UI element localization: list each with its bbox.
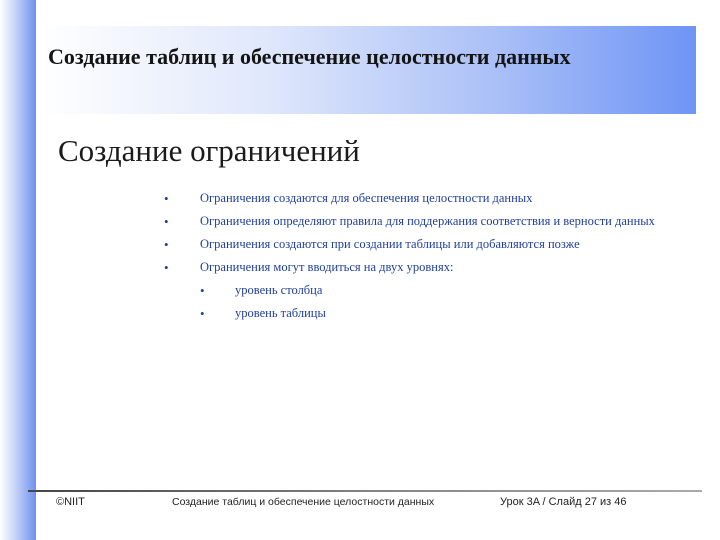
slide-title: Создание таблиц и обеспечение целостности данных <box>48 44 571 69</box>
bullet-text: уровень столбца <box>235 283 323 297</box>
bullet-dot-icon: • <box>164 260 169 275</box>
sub-bullet-item <box>160 282 670 299</box>
bullet-text: Ограничения создаются при создании таблицы или добавляются позже <box>200 237 580 251</box>
bullet-list <box>160 190 670 328</box>
title-band <box>40 26 696 114</box>
bullet-item <box>160 259 670 276</box>
bullet-dot-icon: • <box>164 237 169 252</box>
bullet-item <box>160 236 670 253</box>
bullet-dot-icon: • <box>164 214 169 229</box>
left-decorative-bar <box>0 0 36 540</box>
footer-copyright: ©NIIT <box>56 496 85 508</box>
slide-subtitle: Создание ограничений <box>58 133 360 168</box>
bullet-text: Ограничения определяют правила для поддержания соответствия и верности данных <box>200 214 655 228</box>
bullet-dot-icon: • <box>164 191 169 206</box>
footer-course-title: Создание таблиц и обеспечение целостности данных <box>172 496 435 508</box>
sub-bullet-item <box>160 305 670 322</box>
bullet-dot-icon: • <box>200 306 205 321</box>
footer-page-number: Урок 3A / Слайд 27 из 46 <box>500 496 627 508</box>
bullet-text: Ограничения создаются для обеспечения целостности данных <box>200 191 533 205</box>
bullet-item <box>160 213 670 230</box>
bullet-item <box>160 190 670 207</box>
bullet-dot-icon: • <box>200 283 205 298</box>
bullet-text: Ограничения могут вводиться на двух уровнях: <box>200 260 454 274</box>
bullet-text: уровень таблицы <box>235 306 326 320</box>
footer-divider <box>28 490 702 492</box>
